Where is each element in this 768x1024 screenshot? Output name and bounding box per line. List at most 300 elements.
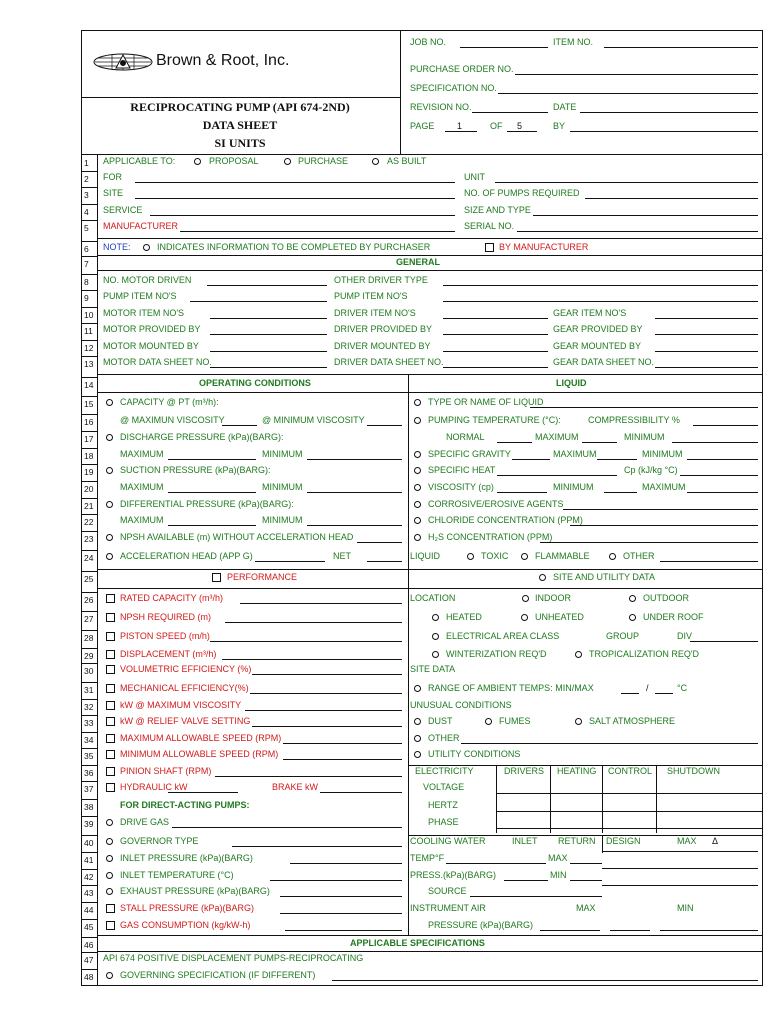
text-rows-r1-label: APPLICABLE TO: <box>103 156 176 166</box>
text-rows-r15-right: TYPE OR NAME OF LIQUID <box>428 397 544 407</box>
purchaser-circle-icon[interactable] <box>609 553 616 560</box>
line-number: 40 <box>84 838 94 848</box>
purchaser-circle-icon[interactable] <box>414 517 421 524</box>
num-row-line <box>82 835 97 836</box>
entry-field[interactable] <box>168 792 238 793</box>
text-rows-r42-b: PRESS.(kPa)(BARG) <box>410 870 497 880</box>
entry-field[interactable] <box>280 913 402 914</box>
entry-field[interactable] <box>582 442 617 443</box>
purchaser-circle-icon[interactable] <box>414 467 421 474</box>
text-rows-r40-e: DESIGN <box>606 836 641 846</box>
text-rows-r22-b: MINIMUM <box>262 515 303 525</box>
line-number: 31 <box>84 685 94 695</box>
num-row-line <box>82 274 97 275</box>
text-rows-r3-pumps: NO. OF PUMPS REQUIRED <box>464 188 580 198</box>
text-rows-r37-a: HYDRAULIC kW <box>120 782 188 792</box>
util-grid-col <box>550 765 551 833</box>
manufacturer-box-icon[interactable] <box>106 717 115 726</box>
manufacturer-box-icon[interactable] <box>106 767 115 776</box>
purchaser-circle-icon[interactable] <box>106 399 113 406</box>
num-row-line <box>82 571 97 572</box>
text-rows-r29-c: TROPICALIZATION REQ'D <box>589 649 700 659</box>
text-rows-r16-c: PUMPING TEMPERATURE (°C): <box>428 415 561 425</box>
entry-field[interactable] <box>283 759 402 760</box>
entry-field[interactable] <box>245 710 402 711</box>
purchaser-circle-icon[interactable] <box>414 534 421 541</box>
num-row-line <box>82 592 97 593</box>
entry-field[interactable] <box>367 425 402 426</box>
text-rows-r28-b: ELECTRICAL AREA CLASS <box>446 631 560 641</box>
text-rows-r6-by_mfr: BY MANUFACTURER <box>499 242 589 252</box>
purchaser-circle-icon[interactable] <box>106 534 113 541</box>
purchaser-circle-icon[interactable] <box>629 614 636 621</box>
purchaser-circle-icon[interactable] <box>414 501 421 508</box>
entry-field[interactable] <box>655 351 758 352</box>
entry-field[interactable] <box>222 659 402 660</box>
section-oper-bottom <box>97 392 762 393</box>
date-label: DATE <box>553 102 577 112</box>
doc-title-line3: SI UNITS <box>214 136 266 150</box>
text-rows-r44-a: STALL PRESSURE (kPa)(BARG) <box>120 903 255 913</box>
text-rows-r28-d: DIV <box>677 631 693 641</box>
num-row-line <box>82 256 97 257</box>
entry-field[interactable] <box>604 492 637 493</box>
entry-field[interactable] <box>135 182 455 183</box>
text-rows-r29-a: DISPLACEMENT (m³/h) <box>120 649 217 659</box>
line-number: 38 <box>84 802 94 812</box>
text-rows-r21-b: CORROSIVE/EROSIVE AGENTS <box>428 499 564 509</box>
entry-field[interactable] <box>680 475 758 476</box>
purchaser-circle-icon[interactable] <box>106 972 113 979</box>
line-number: 47 <box>84 955 94 965</box>
entry-field[interactable] <box>563 509 758 510</box>
page-total: 5 <box>517 121 523 131</box>
purchaser-circle-icon[interactable] <box>629 595 636 602</box>
middle-divider <box>408 374 409 935</box>
entry-field[interactable] <box>597 459 637 460</box>
line-number: 42 <box>84 872 94 882</box>
line-number: 23 <box>84 534 94 544</box>
manufacturer-box-icon[interactable] <box>106 632 115 641</box>
entry-field[interactable] <box>443 285 758 286</box>
text-rows-r20-d: MINIMUM <box>553 482 594 492</box>
text-rows-r17-c: MAXIMUM <box>535 432 579 442</box>
num-row-line <box>82 715 97 716</box>
manufacturer-box-icon[interactable] <box>106 665 115 674</box>
spec-no-field[interactable] <box>498 93 758 94</box>
entry-field[interactable] <box>443 301 758 302</box>
purchaser-circle-icon[interactable] <box>106 501 113 508</box>
text-rows-r9-b: PUMP ITEM NO'S <box>334 291 408 301</box>
purchaser-circle-icon[interactable] <box>194 158 201 165</box>
entry-field[interactable] <box>470 896 602 897</box>
text-rows-r24-c: LIQUID <box>410 551 441 561</box>
entry-field[interactable] <box>512 459 550 460</box>
purchaser-circle-icon[interactable] <box>372 158 379 165</box>
purchaser-circle-icon[interactable] <box>106 888 113 895</box>
entry-field[interactable] <box>443 318 548 319</box>
entry-field[interactable] <box>232 846 402 847</box>
text-rows-r18-c: SPECIFIC GRAVITY <box>428 449 511 459</box>
by-field[interactable] <box>570 131 758 132</box>
entry-field[interactable] <box>690 641 758 642</box>
entry-field[interactable] <box>530 407 758 408</box>
page-number-line <box>445 131 477 132</box>
company-logo-icon <box>92 52 154 72</box>
purchaser-circle-icon[interactable] <box>414 735 421 742</box>
entry-field[interactable] <box>207 285 327 286</box>
num-row-line <box>82 869 97 870</box>
text-rows-r18-e: MINIMUM <box>642 449 683 459</box>
line-number: 2 <box>84 174 89 184</box>
text-rows-r31-c: / <box>646 683 649 693</box>
entry-field[interactable] <box>210 367 327 368</box>
entry-field[interactable] <box>367 561 402 562</box>
line-number: 25 <box>84 574 94 584</box>
manufacturer-box-icon[interactable] <box>106 921 115 930</box>
manufacturer-box-icon[interactable] <box>106 684 115 693</box>
num-row-line <box>82 885 97 886</box>
entry-field[interactable] <box>225 622 402 623</box>
text-rows-r1-as_built: AS BUILT <box>387 156 427 166</box>
line-number: 30 <box>84 666 94 676</box>
line-number: 11 <box>84 326 93 336</box>
line-number: 16 <box>84 417 94 427</box>
text-rows-r41-b: TEMP°F <box>410 853 445 863</box>
line-number: 1 <box>84 158 89 168</box>
entry-field[interactable] <box>610 930 650 931</box>
num-row-line <box>82 204 97 205</box>
by-label: BY <box>553 121 566 131</box>
num-row-line <box>82 902 97 903</box>
text-rows-r24-f: OTHER <box>623 551 655 561</box>
purchaser-circle-icon[interactable] <box>106 434 113 441</box>
doc-title-line2: DATA SHEET <box>202 118 278 132</box>
row24-bottom <box>97 569 762 570</box>
entry-field[interactable] <box>655 318 758 319</box>
text-rows-r20-a: MAXIMUM <box>120 482 164 492</box>
entry-field[interactable] <box>687 492 758 493</box>
text-rows-r16-b: @ MINIMUM VISCOSITY <box>262 415 365 425</box>
text-rows-r39-a: DRIVE GAS <box>120 817 170 827</box>
entry-field[interactable] <box>570 880 602 881</box>
text-rows-r5-serial: SERIAL NO. <box>464 221 515 231</box>
entry-field[interactable] <box>190 301 327 302</box>
rev-no-label: REVISION NO. <box>410 102 472 112</box>
text-rows-r40-a: GOVERNOR TYPE <box>120 836 199 846</box>
num-row-line <box>82 765 97 766</box>
row6-bottom <box>97 255 762 256</box>
text-rows-r16-d: COMPRESSIBILITY % <box>588 415 680 425</box>
manufacturer-box-icon[interactable] <box>106 650 115 659</box>
text-rows-r4-size: SIZE AND TYPE <box>464 205 531 215</box>
entry-field[interactable] <box>497 475 617 476</box>
text-rows-r37-c: VOLTAGE <box>423 782 465 792</box>
entry-field[interactable] <box>210 641 402 642</box>
entry-field[interactable] <box>443 334 548 335</box>
purchaser-circle-icon[interactable] <box>106 819 113 826</box>
cooling-line <box>602 885 758 886</box>
text-rows-r30-b: SITE DATA <box>410 664 456 674</box>
purchaser-circle-icon[interactable] <box>432 651 439 658</box>
text-rows-r9-a: PUMP ITEM NO'S <box>103 291 177 301</box>
text-rows-r8-a: NO. MOTOR DRIVEN <box>103 275 192 285</box>
job-no-field[interactable] <box>460 47 548 48</box>
text-rows-r33-c: FUMES <box>499 716 531 726</box>
line-number: 46 <box>84 940 94 950</box>
text-rows-r33-b: DUST <box>428 716 453 726</box>
text-rows-r12-b: DRIVER MOUNTED BY <box>334 341 431 351</box>
entry-field[interactable] <box>215 776 402 777</box>
text-rows-r20-e: MAXIMUM <box>642 482 686 492</box>
entry-field[interactable] <box>540 542 758 543</box>
purchaser-circle-icon[interactable] <box>106 553 113 560</box>
entry-field[interactable] <box>307 459 402 460</box>
purchaser-circle-icon[interactable] <box>521 553 528 560</box>
line-number: 18 <box>84 451 94 461</box>
num-row-line <box>82 919 97 920</box>
line-number: 14 <box>84 380 94 390</box>
line-number: 5 <box>84 223 89 233</box>
purchaser-circle-icon[interactable] <box>106 872 113 879</box>
num-row-line <box>82 969 97 970</box>
text-rows-r43-a: EXHAUST PRESSURE (kPa)(BARG) <box>120 886 270 896</box>
purchaser-circle-icon[interactable] <box>467 553 474 560</box>
purchaser-circle-icon[interactable] <box>414 399 421 406</box>
purchaser-circle-icon[interactable] <box>575 718 582 725</box>
text-rows-r6-purchaser: INDICATES INFORMATION TO BE COMPLETED BY PURCHASER <box>157 242 431 252</box>
purchaser-circle-icon[interactable] <box>106 838 113 845</box>
purchaser-circle-icon[interactable] <box>284 158 291 165</box>
entry-field[interactable] <box>655 334 758 335</box>
text-rows-r12-a: MOTOR MOUNTED BY <box>103 341 199 351</box>
entry-field[interactable] <box>533 215 758 216</box>
line-number: 26 <box>84 595 94 605</box>
purchaser-circle-icon[interactable] <box>414 751 421 758</box>
frame-bottom <box>81 985 763 986</box>
entry-field[interactable] <box>180 231 455 232</box>
num-row-line <box>82 550 97 551</box>
entry-field[interactable] <box>307 525 402 526</box>
line-number: 39 <box>84 819 94 829</box>
text-rows-r4-service: SERVICE <box>103 205 143 215</box>
entry-field[interactable] <box>290 863 402 864</box>
num-row-line <box>82 464 97 465</box>
entry-field[interactable] <box>283 743 402 744</box>
manufacturer-box-icon[interactable] <box>106 594 115 603</box>
entry-field[interactable] <box>252 674 402 675</box>
manufacturer-box-icon[interactable] <box>212 573 221 582</box>
text-rows-r2-for: FOR <box>103 172 122 182</box>
text-rows-r13-c: GEAR DATA SHEET NO. <box>553 357 655 367</box>
manufacturer-box-icon[interactable] <box>106 701 115 710</box>
entry-field[interactable] <box>672 442 758 443</box>
entry-field[interactable] <box>252 726 402 727</box>
entry-field[interactable] <box>270 880 402 881</box>
text-rows-r31-d: °C <box>677 683 688 693</box>
text-rows-r36-b: ELECTRICITY <box>415 766 474 776</box>
num-row-line <box>82 448 97 449</box>
entry-field[interactable] <box>250 693 402 694</box>
text-rows-r36-e: CONTROL <box>608 766 653 776</box>
purchaser-circle-icon[interactable] <box>522 595 529 602</box>
purchaser-circle-icon[interactable] <box>539 574 546 581</box>
section-liquid: LIQUID <box>556 378 587 388</box>
num-row-line <box>82 648 97 649</box>
entry-field[interactable] <box>443 367 548 368</box>
entry-field[interactable] <box>446 863 546 864</box>
entry-field[interactable] <box>517 231 758 232</box>
manufacturer-box-icon[interactable] <box>106 783 115 792</box>
text-rows-r18-d: MAXIMUM <box>553 449 597 459</box>
line-number: 35 <box>84 751 94 761</box>
entry-field[interactable] <box>135 198 455 199</box>
direct-acting-heading: FOR DIRECT-ACTING PUMPS: <box>120 800 250 810</box>
date-field[interactable] <box>580 112 758 113</box>
text-rows-r29-b: WINTERIZATION REQ'D <box>446 649 547 659</box>
entry-field[interactable] <box>687 459 758 460</box>
entry-field[interactable] <box>210 351 327 352</box>
entry-field[interactable] <box>332 980 758 981</box>
manufacturer-box-icon[interactable] <box>106 750 115 759</box>
entry-field[interactable] <box>285 930 402 931</box>
section-site-utility: SITE AND UTILITY DATA <box>553 572 656 582</box>
entry-field[interactable] <box>693 425 758 426</box>
entry-field[interactable] <box>307 492 402 493</box>
text-rows-r26-c: INDOOR <box>535 593 571 603</box>
manufacturer-box-icon[interactable] <box>106 613 115 622</box>
entry-field[interactable] <box>504 880 548 881</box>
purchaser-circle-icon[interactable] <box>432 633 439 640</box>
text-rows-r48-a: GOVERNING SPECIFICATION (IF DIFFERENT) <box>120 970 316 980</box>
num-row-line <box>82 396 97 397</box>
text-rows-r19-c: Cp (kJ/kg °C) <box>624 465 678 475</box>
entry-field[interactable] <box>655 367 758 368</box>
general-bottom <box>97 270 762 271</box>
entry-field[interactable] <box>240 603 402 604</box>
text-rows-r26-b: LOCATION <box>410 593 456 603</box>
line-number: 33 <box>84 718 94 728</box>
entry-field[interactable] <box>660 930 758 931</box>
purchaser-circle-icon[interactable] <box>485 718 492 725</box>
text-rows-r18-b: MINIMUM <box>262 449 303 459</box>
page-total-line <box>507 131 537 132</box>
line-number: 19 <box>84 467 94 477</box>
util-grid-line <box>496 828 762 829</box>
line-number: 6 <box>84 244 89 254</box>
text-rows-r17-b: NORMAL <box>446 432 485 442</box>
text-rows-r40-d: RETURN <box>558 836 596 846</box>
text-rows-r20-b: MINIMUM <box>262 482 303 492</box>
text-rows-r10-a: MOTOR ITEM NO'S <box>103 308 185 318</box>
line-number: 29 <box>84 651 94 661</box>
entry-field[interactable] <box>357 542 402 543</box>
text-rows-r20-c: VISCOSITY (cp) <box>428 482 494 492</box>
text-rows-r23-b: H₂S CONCENTRATION (PPM) <box>428 532 553 542</box>
text-rows-r27-b: HEATED <box>446 612 482 622</box>
text-rows-r30-a: VOLUMETRIC EFFICIENCY (%) <box>120 664 252 674</box>
purchaser-circle-icon[interactable] <box>414 451 421 458</box>
entry-field[interactable] <box>497 442 532 443</box>
entry-field[interactable] <box>461 743 758 744</box>
entry-field[interactable] <box>585 198 758 199</box>
entry-field[interactable] <box>497 492 547 493</box>
entry-field[interactable] <box>172 827 402 828</box>
rev-no-field[interactable] <box>472 112 548 113</box>
entry-field[interactable] <box>222 425 257 426</box>
job-no-label: JOB NO. <box>410 37 447 47</box>
po-no-field[interactable] <box>515 74 758 75</box>
text-rows-r12-c: GEAR MOUNTED BY <box>553 341 642 351</box>
purchaser-circle-icon[interactable] <box>106 855 113 862</box>
purchaser-circle-icon[interactable] <box>143 244 150 251</box>
line-number: 3 <box>84 190 89 200</box>
text-rows-r2-unit: UNIT <box>464 172 485 182</box>
text-rows-r23-a: NPSH AVAILABLE (m) WITHOUT ACCELERATION HEAD <box>120 532 354 542</box>
spec-no-label: SPECIFICATION NO. <box>410 83 497 93</box>
num-row-line <box>82 663 97 664</box>
num-row-line <box>82 171 97 172</box>
text-rows-r38-b: HERTZ <box>428 800 458 810</box>
util-grid-line <box>496 793 762 794</box>
entry-field[interactable] <box>320 792 402 793</box>
purchaser-circle-icon[interactable] <box>414 718 421 725</box>
purchaser-circle-icon[interactable] <box>521 614 528 621</box>
line-number: 4 <box>84 207 89 217</box>
purchaser-circle-icon[interactable] <box>106 467 113 474</box>
text-rows-r5-manufacturer: MANUFACTURER <box>103 221 179 231</box>
text-rows-r45-b: PRESSURE (kPa)(BARG) <box>428 920 534 930</box>
frame-left <box>81 30 82 985</box>
entry-field[interactable] <box>540 930 600 931</box>
purchaser-circle-icon[interactable] <box>575 651 582 658</box>
line-number: 48 <box>84 972 94 982</box>
manufacturer-box-icon[interactable] <box>485 243 494 252</box>
manufacturer-box-icon[interactable] <box>106 734 115 743</box>
frame-right <box>762 30 763 985</box>
entry-field[interactable] <box>280 896 402 897</box>
entry-field[interactable] <box>210 334 327 335</box>
entry-field[interactable] <box>570 863 602 864</box>
text-rows-r24-e: FLAMMABLE <box>535 551 590 561</box>
purchaser-circle-icon[interactable] <box>432 614 439 621</box>
entry-field[interactable] <box>443 351 548 352</box>
entry-field[interactable] <box>168 459 256 460</box>
entry-field[interactable] <box>255 561 325 562</box>
num-row-line <box>82 937 97 938</box>
num-row-line <box>82 323 97 324</box>
line-number: 17 <box>84 434 94 444</box>
purchaser-circle-icon[interactable] <box>414 685 421 692</box>
entry-field[interactable] <box>150 215 455 216</box>
line-number: 10 <box>84 310 94 320</box>
item-no-field[interactable] <box>604 47 758 48</box>
entry-field[interactable] <box>570 525 758 526</box>
entry-field[interactable] <box>621 693 639 694</box>
purchaser-circle-icon[interactable] <box>414 484 421 491</box>
purchaser-circle-icon[interactable] <box>414 417 421 424</box>
entry-field[interactable] <box>168 492 256 493</box>
entry-field[interactable] <box>168 525 256 526</box>
entry-field[interactable] <box>495 182 758 183</box>
manufacturer-box-icon[interactable] <box>106 904 115 913</box>
entry-field[interactable] <box>660 561 758 562</box>
line-number: 44 <box>84 905 94 915</box>
entry-field[interactable] <box>655 693 673 694</box>
text-rows-r27-c: UNHEATED <box>535 612 584 622</box>
row5-bottom <box>97 238 762 239</box>
entry-field[interactable] <box>210 318 327 319</box>
